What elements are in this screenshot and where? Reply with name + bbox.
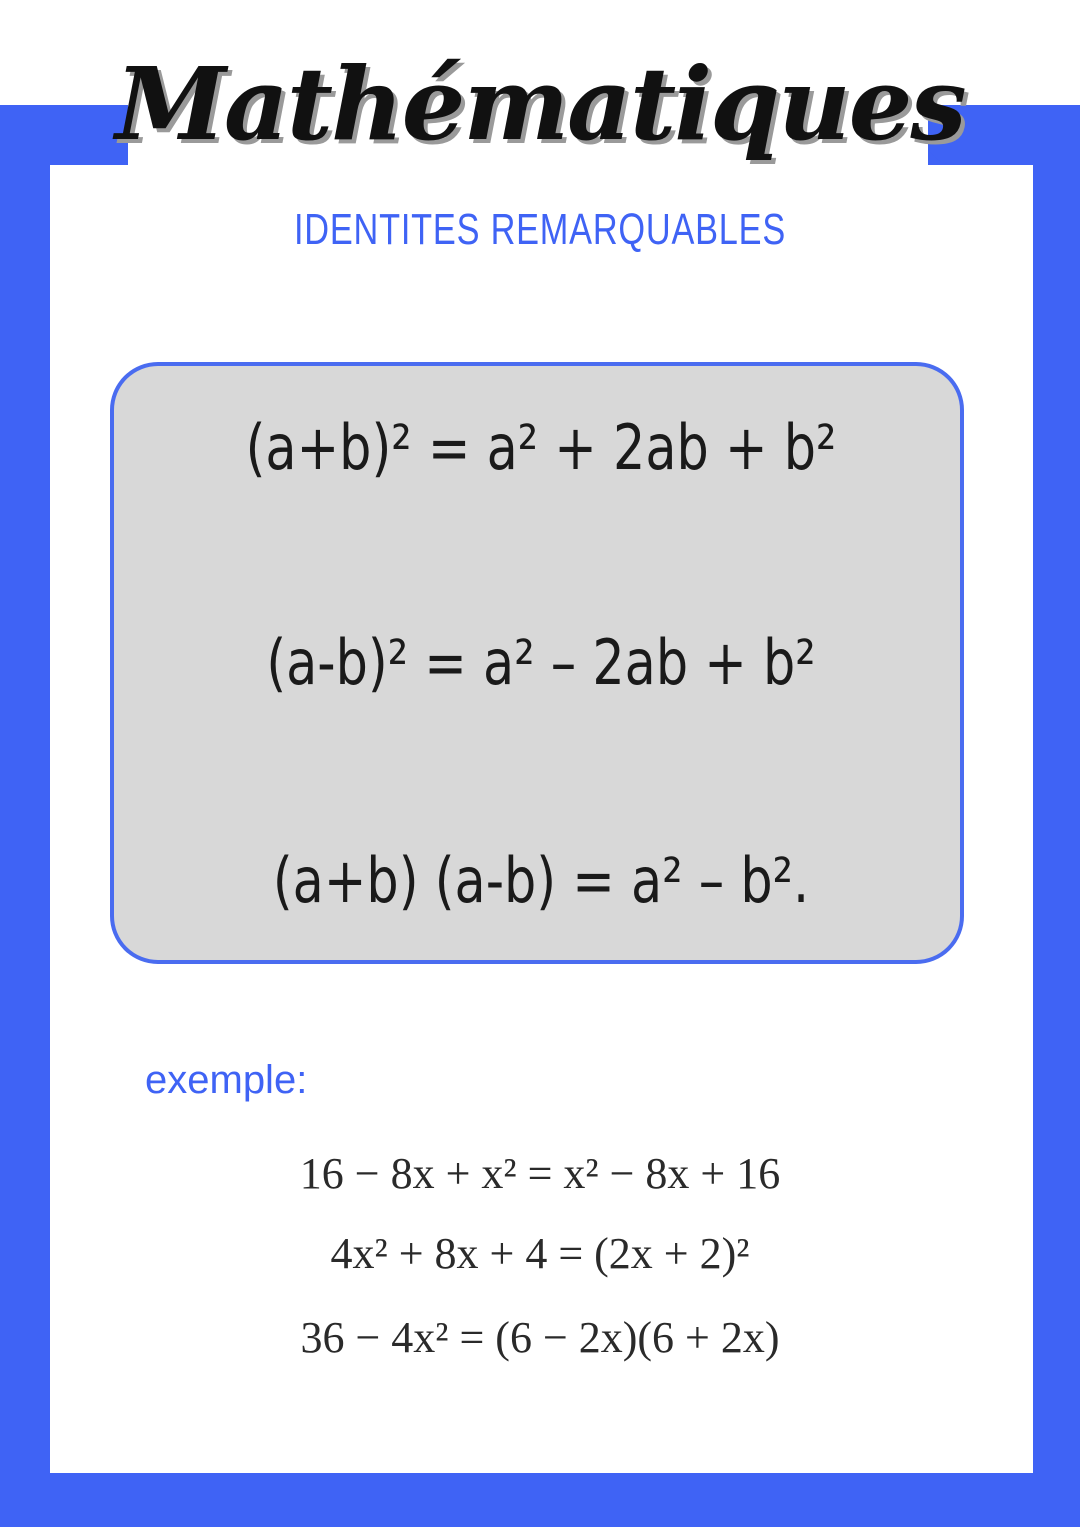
page-title: Mathématiques	[115, 45, 965, 163]
formula-square-of-difference: (a-b)² = a² – 2ab + b²	[266, 626, 816, 699]
example-line: 4x² + 8x + 4 = (2x + 2)²	[330, 1229, 750, 1278]
page-subtitle: IDENTITES REMARQUABLES	[293, 205, 787, 254]
example-label: exemple:	[145, 1058, 308, 1102]
example-line: 36 − 4x² = (6 − 2x)(6 + 2x)	[300, 1313, 780, 1362]
formula-difference-of-squares: (a+b) (a-b) = a² – b².	[272, 844, 810, 917]
example-line: 16 − 8x + x² = x² − 8x + 16	[299, 1149, 781, 1198]
formula-square-of-sum: (a+b)² = a² + 2ab + b²	[245, 411, 837, 484]
formula-box	[110, 362, 964, 964]
